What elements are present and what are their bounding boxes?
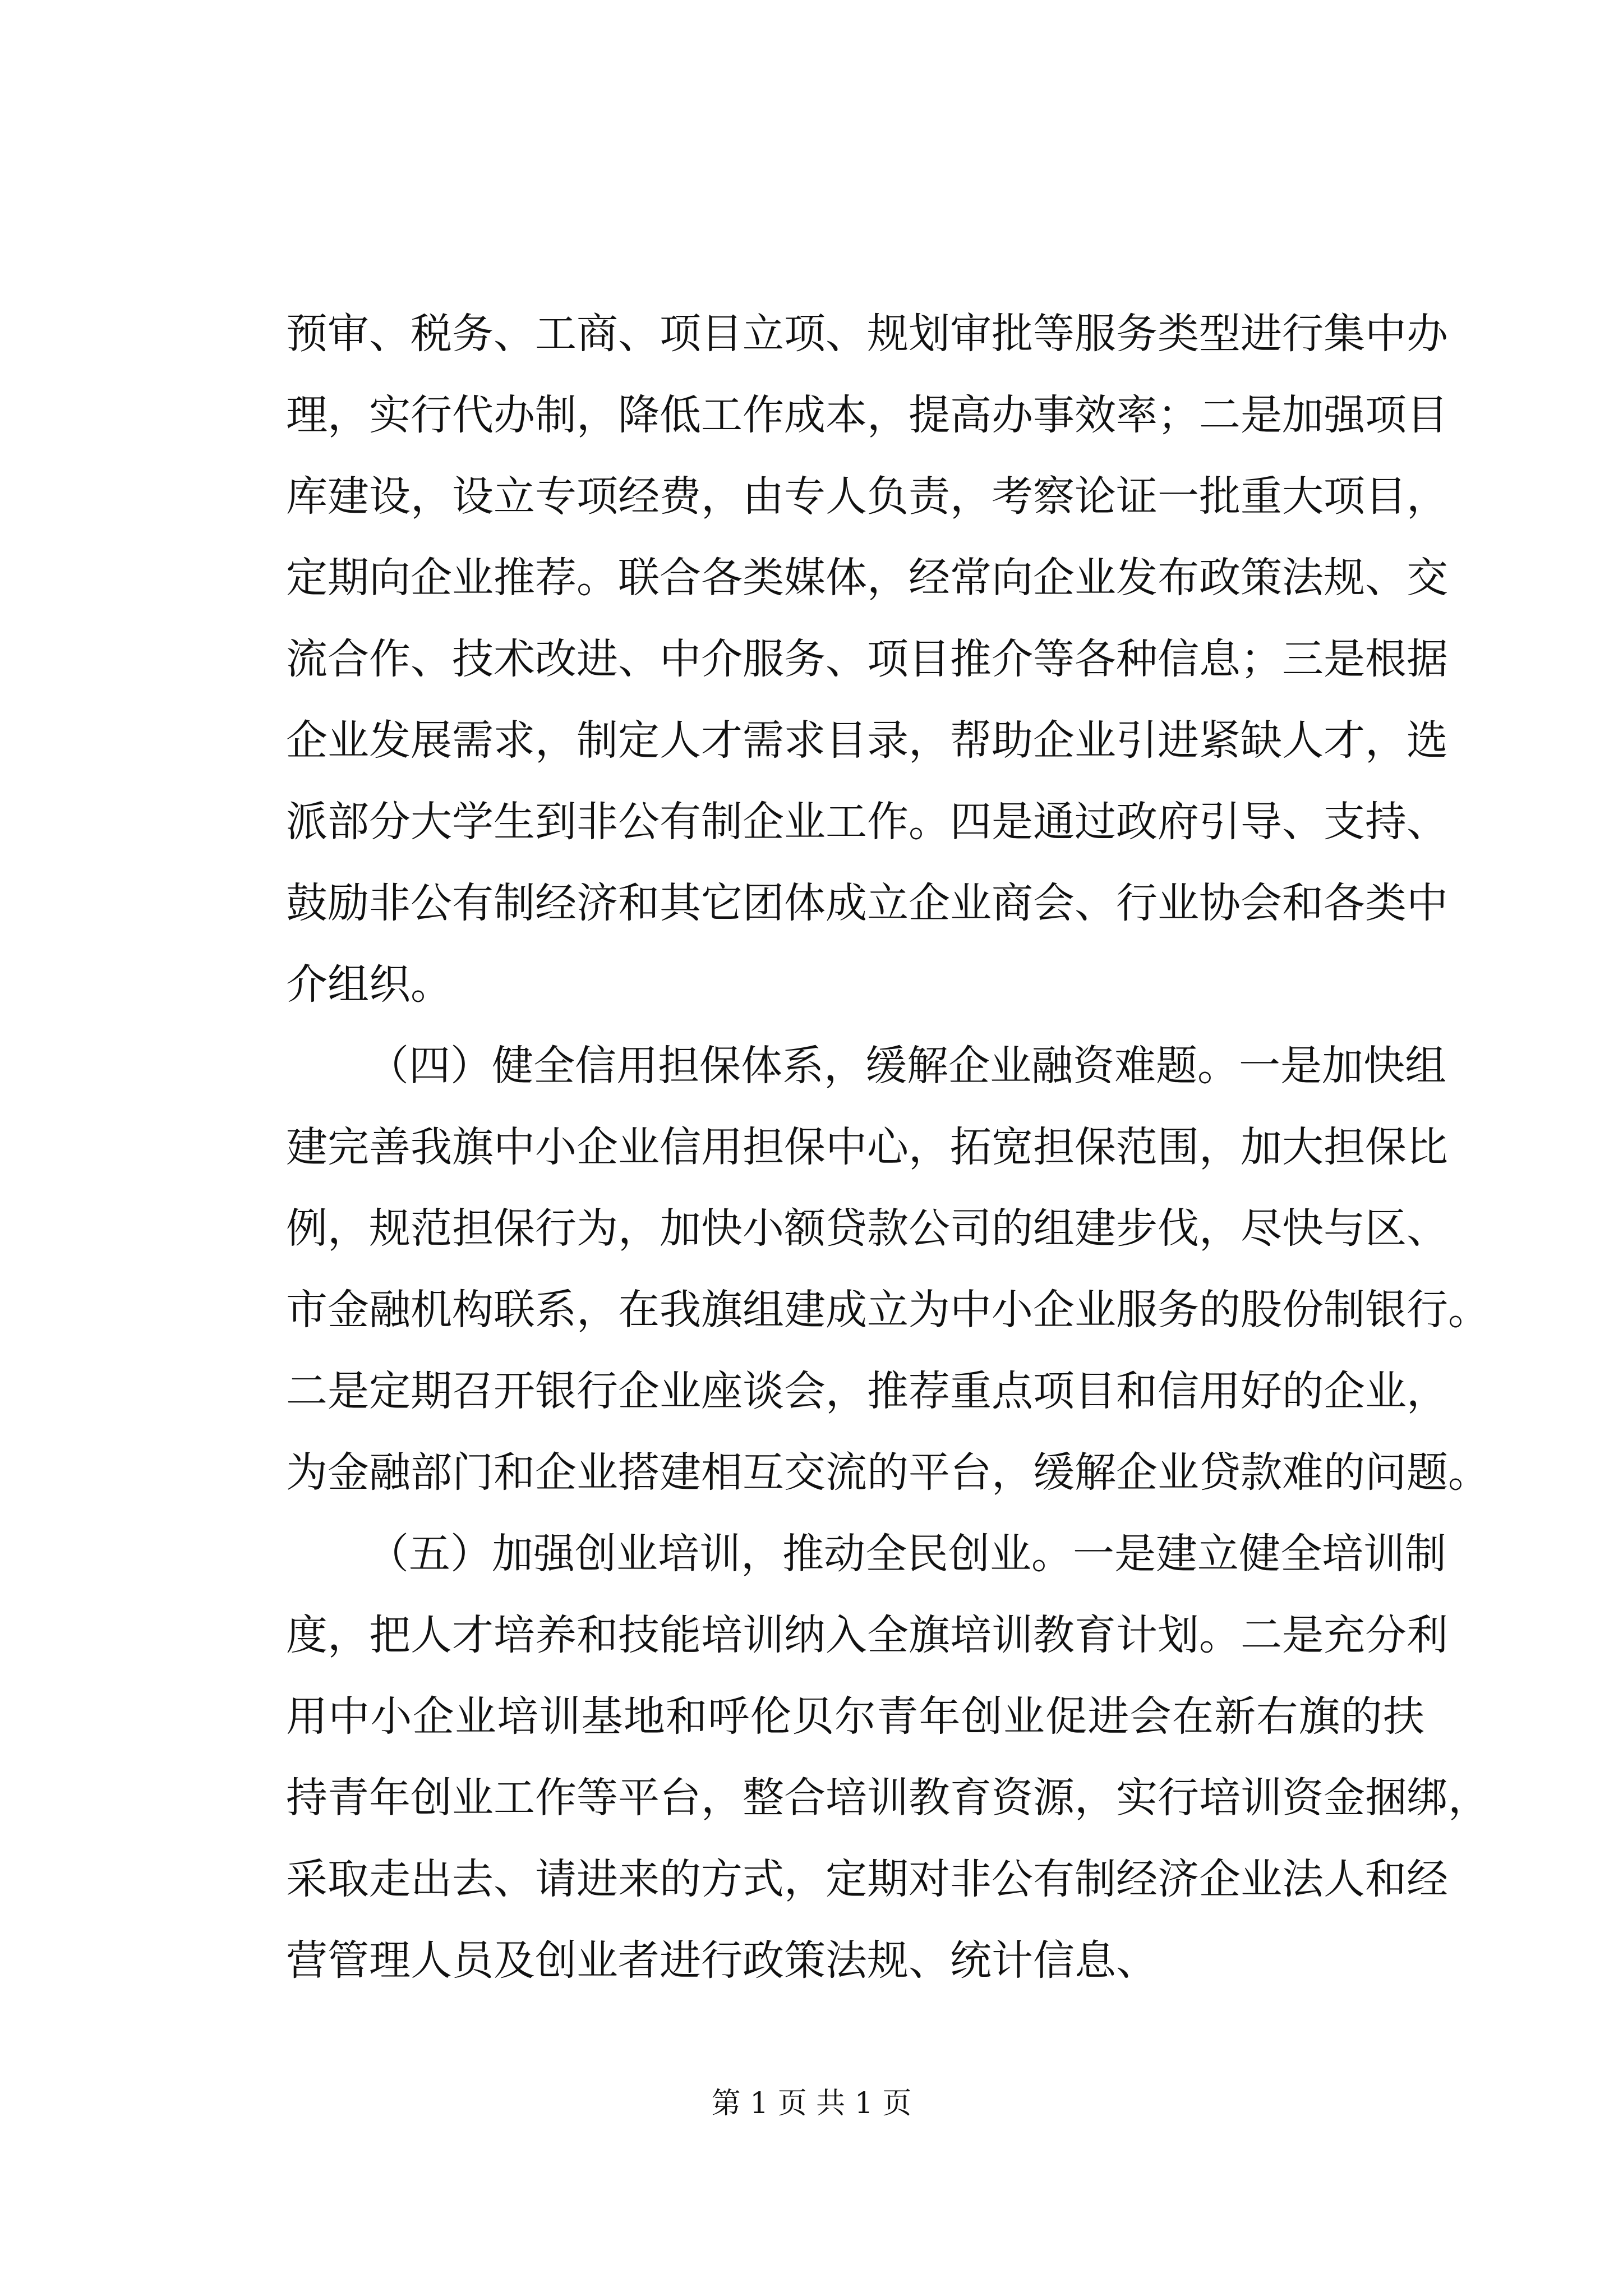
text-line-content: 库建设，设立专项经费，由专人负责，考察论证一批重大项目， — [286, 472, 1448, 521]
text-line — [0, 707, 1623, 774]
text-line — [0, 1114, 1623, 1181]
text-line-content: 理，实行代办制，降低工作成本，提高办事效率；二是加强项目 — [286, 391, 1448, 439]
text-line-content: 持青年创业工作等平台，整合培训教育资源，实行培训资金捆绑， — [286, 1774, 1490, 1822]
text-line — [0, 951, 1623, 1018]
text-line — [0, 1195, 1623, 1262]
text-line — [0, 1439, 1623, 1506]
text-line — [0, 1602, 1623, 1669]
text-line-content: 市金融机构联系，在我旗组建成立为中小企业服务的股份制银行。 — [286, 1286, 1490, 1334]
text-line — [0, 788, 1623, 855]
text-line-content: 二是定期召开银行企业座谈会，推荐重点项目和信用好的企业， — [286, 1367, 1448, 1415]
text-line-content: 鼓励非公有制经济和其它团体成立企业商会、行业协会和各类中 — [286, 879, 1448, 927]
text-line — [0, 463, 1623, 530]
text-line — [0, 1276, 1623, 1343]
text-line-content: 度，把人才培养和技能培训纳入全旗培训教育计划。二是充分利 — [286, 1611, 1448, 1659]
paragraph-first-line — [0, 1032, 1623, 1099]
text-line — [0, 544, 1623, 611]
text-line-content: 派部分大学生到非公有制企业工作。四是通过政府引导、支持、 — [286, 798, 1448, 846]
text-line-content: 预审、税务、工商、项目立项、规划审批等服务类型进行集中办 — [286, 310, 1448, 358]
text-line — [0, 1683, 1623, 1750]
text-line-content: （四）健全信用担保体系，缓解企业融资难题。一是加快组 — [367, 1042, 1446, 1090]
text-line — [0, 625, 1623, 693]
text-line-content: 流合作、技术改进、中介服务、项目推介等各种信息；三是根据 — [286, 635, 1448, 683]
text-line — [0, 869, 1623, 937]
text-line-content: 定期向企业推荐。联合各类媒体，经常向企业发布政策法规、交 — [286, 554, 1448, 602]
text-line-content: 例，规范担保行为，加快小额贷款公司的组建步伐，尽快与区、 — [286, 1204, 1448, 1253]
text-line — [0, 300, 1623, 367]
text-line-content: 用中小企业培训基地和呼伦贝尔青年创业促进会在新右旗的扶 — [286, 1692, 1424, 1741]
text-line — [0, 1846, 1623, 1913]
text-line — [0, 1358, 1623, 1425]
text-line-content: 建完善我旗中小企业信用担保中心，拓宽担保范围，加大担保比 — [286, 1123, 1448, 1171]
page-footer: 第 1 页 共 1 页 — [711, 2087, 912, 2120]
text-line — [0, 381, 1623, 449]
text-line-content: 企业发展需求，制定人才需求目录，帮助企业引进紧缺人才，选 — [286, 716, 1448, 765]
text-line — [0, 1927, 1623, 1994]
text-line — [0, 1764, 1623, 1832]
text-line-content: （五）加强创业培训，推动全民创业。一是建立健全培训制 — [367, 1530, 1446, 1578]
text-line-content: 为金融部门和企业搭建相互交流的平台，缓解企业贷款难的问题。 — [286, 1448, 1490, 1497]
text-line-content: 采取走出去、请进来的方式，定期对非公有制经济企业法人和经 — [286, 1855, 1448, 1903]
text-line-content: 营管理人员及创业者进行政策法规、统计信息、 — [286, 1936, 1158, 1985]
text-line-content: 介组织。 — [286, 960, 452, 1009]
paragraph-first-line — [0, 1520, 1623, 1588]
